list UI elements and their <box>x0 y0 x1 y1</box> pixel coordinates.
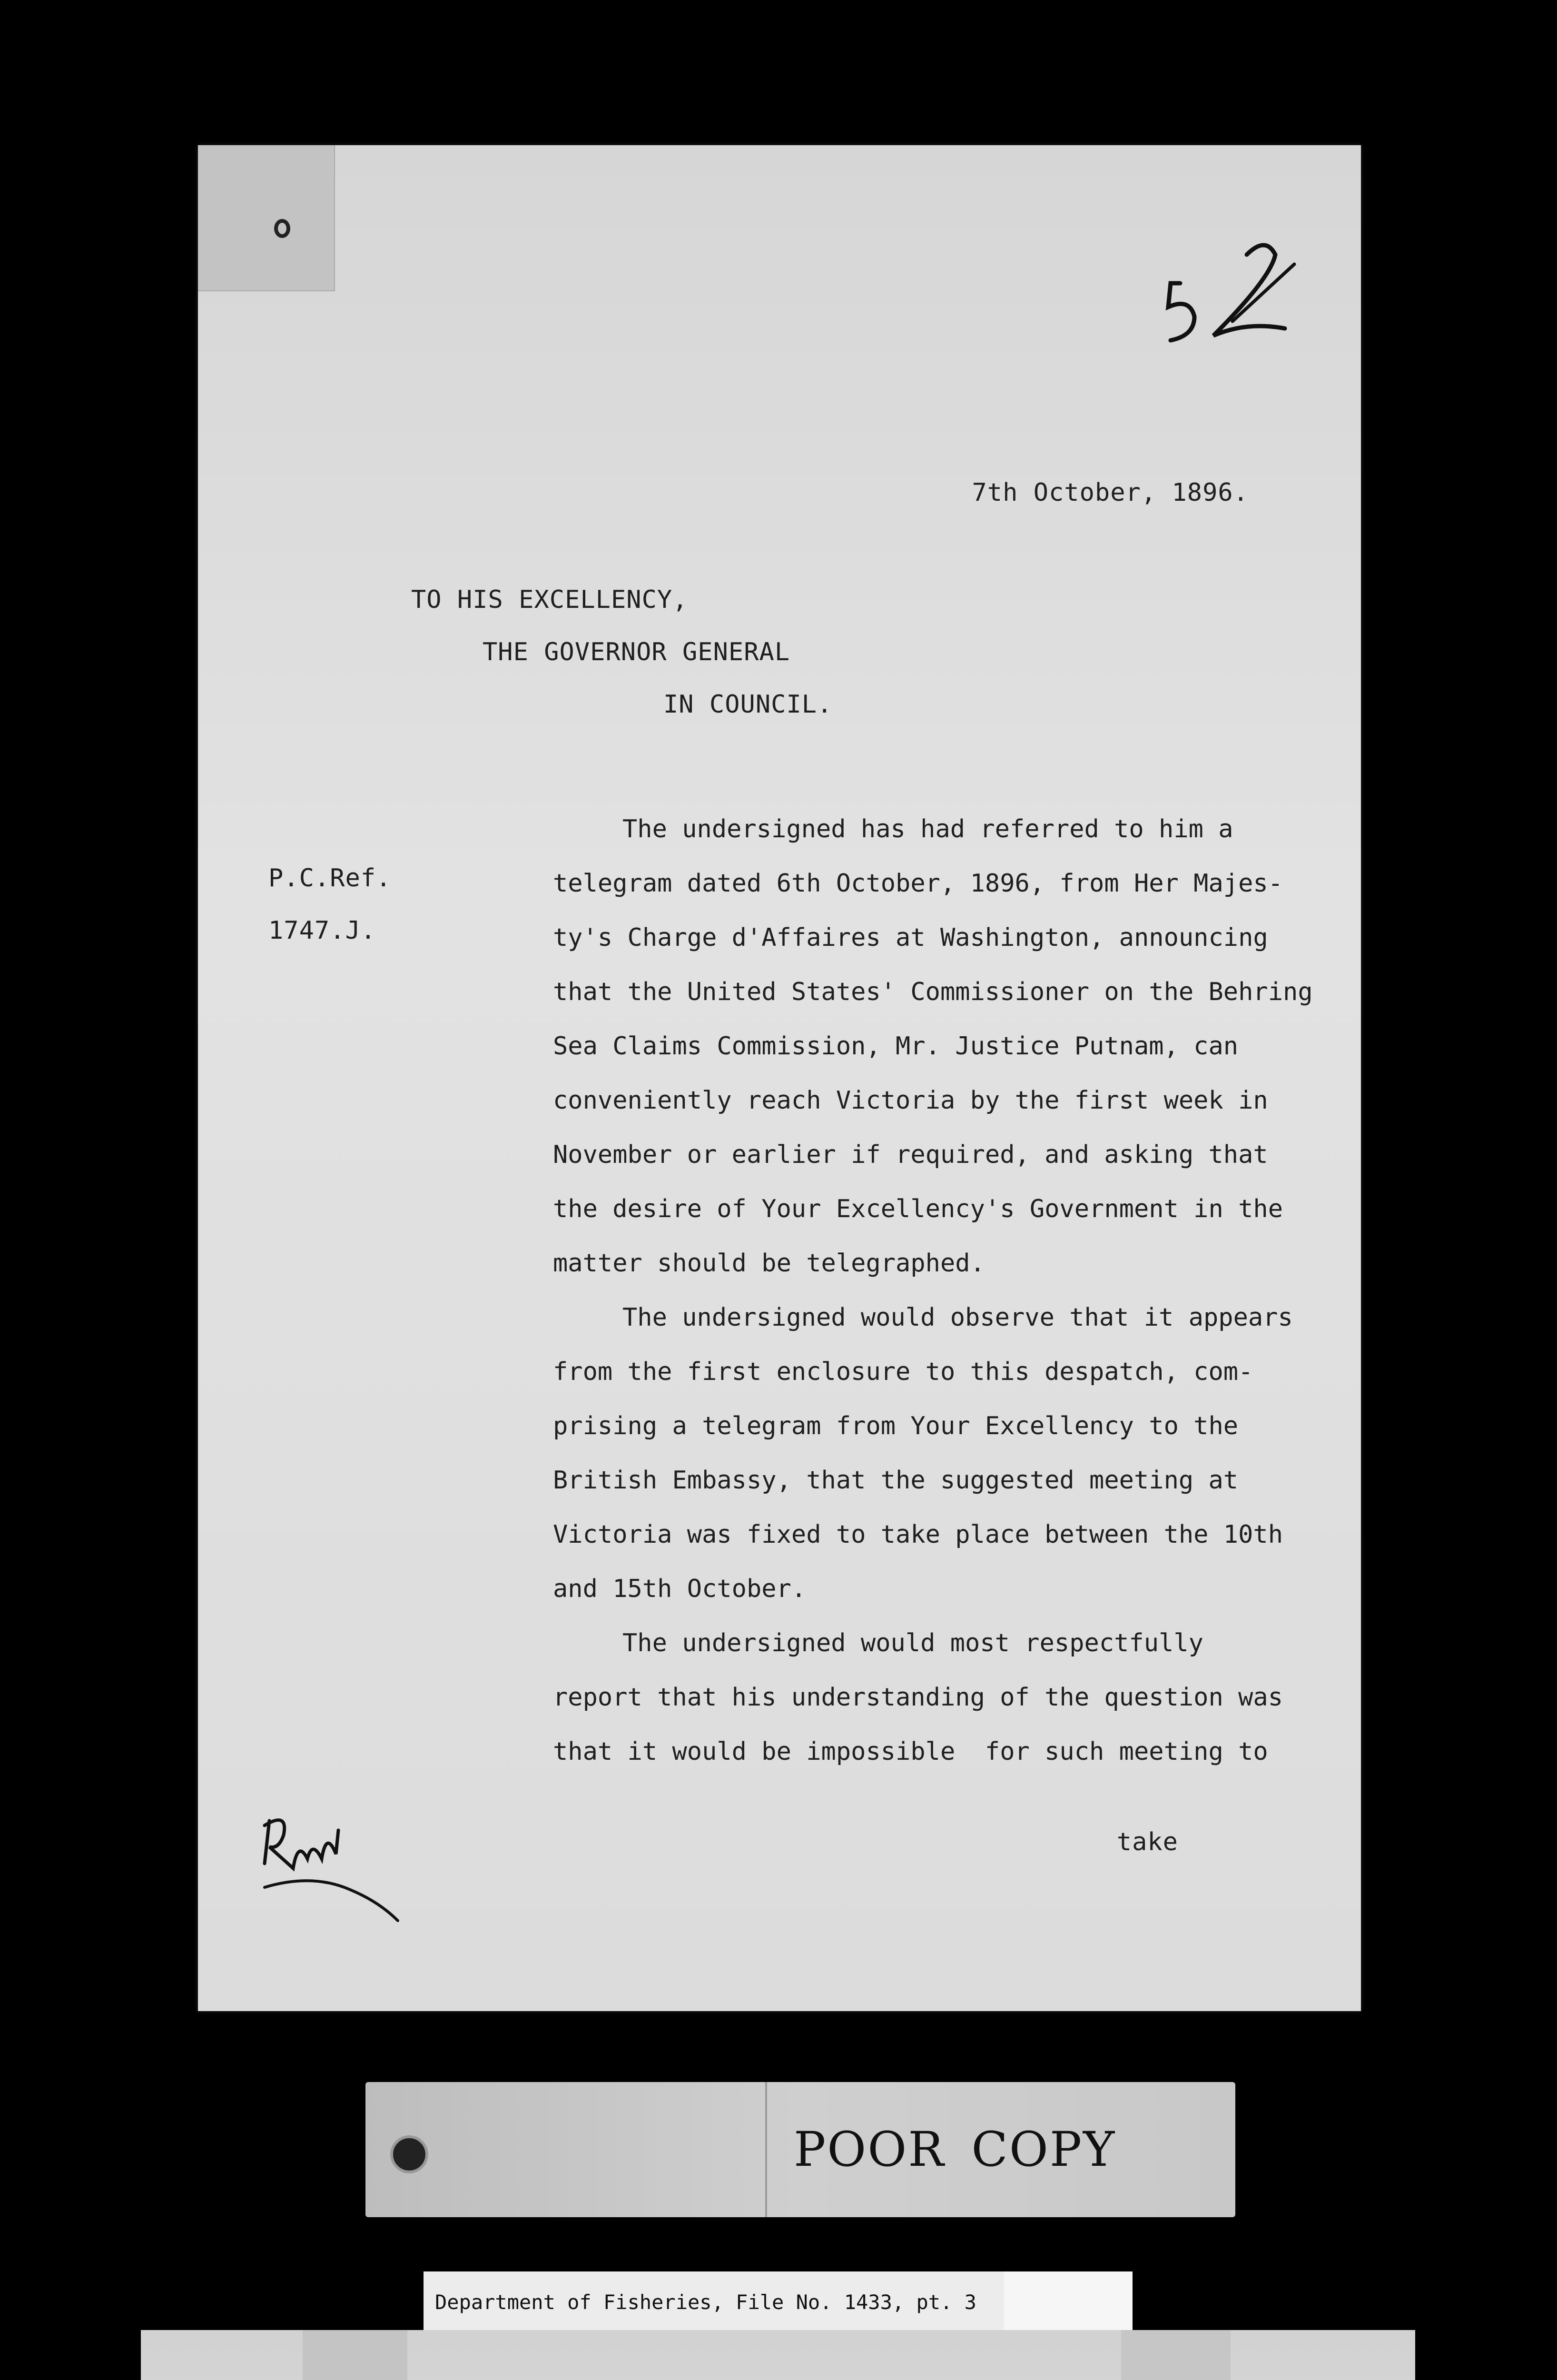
clip-mark-icon <box>274 219 290 238</box>
body-line: from the first enclosure to this despatch, com- <box>553 1358 1253 1386</box>
tape-strip <box>1004 2271 1133 2333</box>
body-line: that the United States' Commissioner on the Behring <box>553 978 1313 1006</box>
address-line: IN COUNCIL. <box>663 690 833 719</box>
address-line: THE GOVERNOR GENERAL <box>483 638 790 666</box>
file-reference-text: Department of Fisheries, File No. 1433, pt. 3 <box>435 2291 976 2314</box>
tag-hole-icon <box>390 2135 428 2173</box>
body-line: and 15th October. <box>553 1575 807 1603</box>
body-line: November or earlier if required, and asking that <box>553 1140 1268 1169</box>
catchword: take <box>1116 1828 1178 1856</box>
document-page <box>198 145 1361 2011</box>
poor-copy-label: POOR COPY <box>794 2122 1116 2177</box>
body-line: The undersigned would most respectfully <box>622 1629 1203 1657</box>
folder-tab <box>198 145 335 291</box>
body-line: conveniently reach Victoria by the first week in <box>553 1086 1268 1115</box>
body-line: The undersigned would observe that it appears <box>622 1303 1293 1332</box>
tape-strip <box>303 2330 407 2380</box>
body-line: matter should be telegraphed. <box>553 1249 985 1278</box>
reference-line: P.C.Ref. <box>268 864 392 892</box>
handwritten-initials <box>255 1802 426 1925</box>
body-line: telegram dated 6th October, 1896, from Her Majes- <box>553 869 1283 898</box>
tag-tear <box>765 2082 767 2217</box>
handwritten-folio-number <box>1161 226 1304 350</box>
body-line: British Embassy, that the suggested meeting at <box>553 1466 1239 1495</box>
body-line: Victoria was fixed to take place between the 10th <box>553 1520 1283 1549</box>
poor-copy-tag <box>365 2082 1235 2217</box>
body-line: Sea Claims Commission, Mr. Justice Putnam, can <box>553 1032 1239 1061</box>
letter-body <box>553 802 1333 1779</box>
body-line: prising a telegram from Your Excellency to the <box>553 1412 1239 1440</box>
body-line: ty's Charge d'Affaires at Washington, announcing <box>553 923 1268 952</box>
archives-stamp-card <box>141 2330 1415 2380</box>
reference-line: 1747.J. <box>268 916 376 945</box>
body-line: report that his understanding of the question was <box>553 1683 1283 1712</box>
body-line: that it would be impossible for such meeting to <box>553 1737 1268 1766</box>
file-reference-label <box>424 2271 1133 2333</box>
tape-strip <box>1121 2330 1231 2380</box>
letter-date: 7th October, 1896. <box>972 478 1249 507</box>
address-line: TO HIS EXCELLENCY, <box>411 585 688 614</box>
body-line: The undersigned has had referred to him a <box>622 815 1233 843</box>
body-line: the desire of Your Excellency's Government in the <box>553 1195 1283 1223</box>
